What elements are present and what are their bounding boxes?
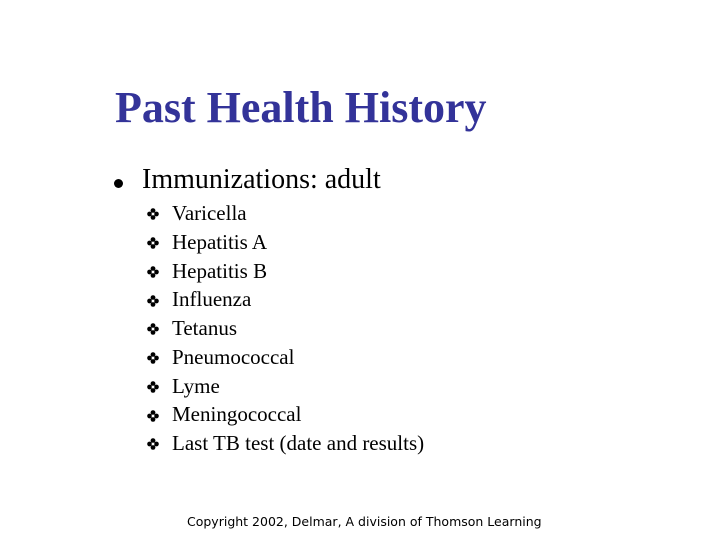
flower-bullet-icon	[147, 266, 159, 278]
flower-bullet-icon	[147, 208, 159, 220]
list-item-label: Tetanus	[172, 316, 238, 340]
immunization-list	[147, 199, 425, 458]
slide-title: Past Health History	[115, 83, 487, 132]
list-item-label: Meningococcal	[172, 402, 302, 427]
flower-bullet-icon	[147, 438, 159, 450]
flower-bullet-icon	[147, 381, 159, 393]
copyright-footer: Copyright 2002, Delmar, A division of Thomson Learning	[187, 514, 542, 529]
flower-bullet-icon	[147, 237, 159, 249]
list-item-label: Hepatitis A	[172, 229, 268, 254]
list-item-label: Hepatitis B	[172, 258, 268, 283]
list-item	[147, 400, 302, 429]
list-item	[147, 314, 238, 343]
flower-bullet-icon	[147, 323, 159, 335]
list-item-label: Last TB test (date and results)	[172, 431, 425, 455]
list-item	[147, 228, 268, 257]
flower-bullet-icon	[147, 410, 159, 422]
list-item	[147, 285, 252, 314]
list-item-label: Lyme	[172, 373, 220, 398]
list-item-label: Influenza	[172, 287, 252, 312]
list-item	[147, 429, 425, 458]
filled-circle-bullet-icon	[114, 179, 123, 188]
list-item-label: Pneumococcal	[172, 344, 295, 369]
flower-bullet-icon	[147, 295, 159, 307]
bullet-text: Immunizations: adult	[142, 164, 381, 195]
list-item-label: Varicella	[172, 201, 247, 225]
flower-bullet-icon	[147, 352, 159, 364]
list-item	[147, 372, 220, 401]
list-item	[147, 343, 295, 372]
list-item	[147, 199, 247, 228]
bullet-immunizations	[112, 162, 381, 198]
list-item	[147, 257, 268, 286]
